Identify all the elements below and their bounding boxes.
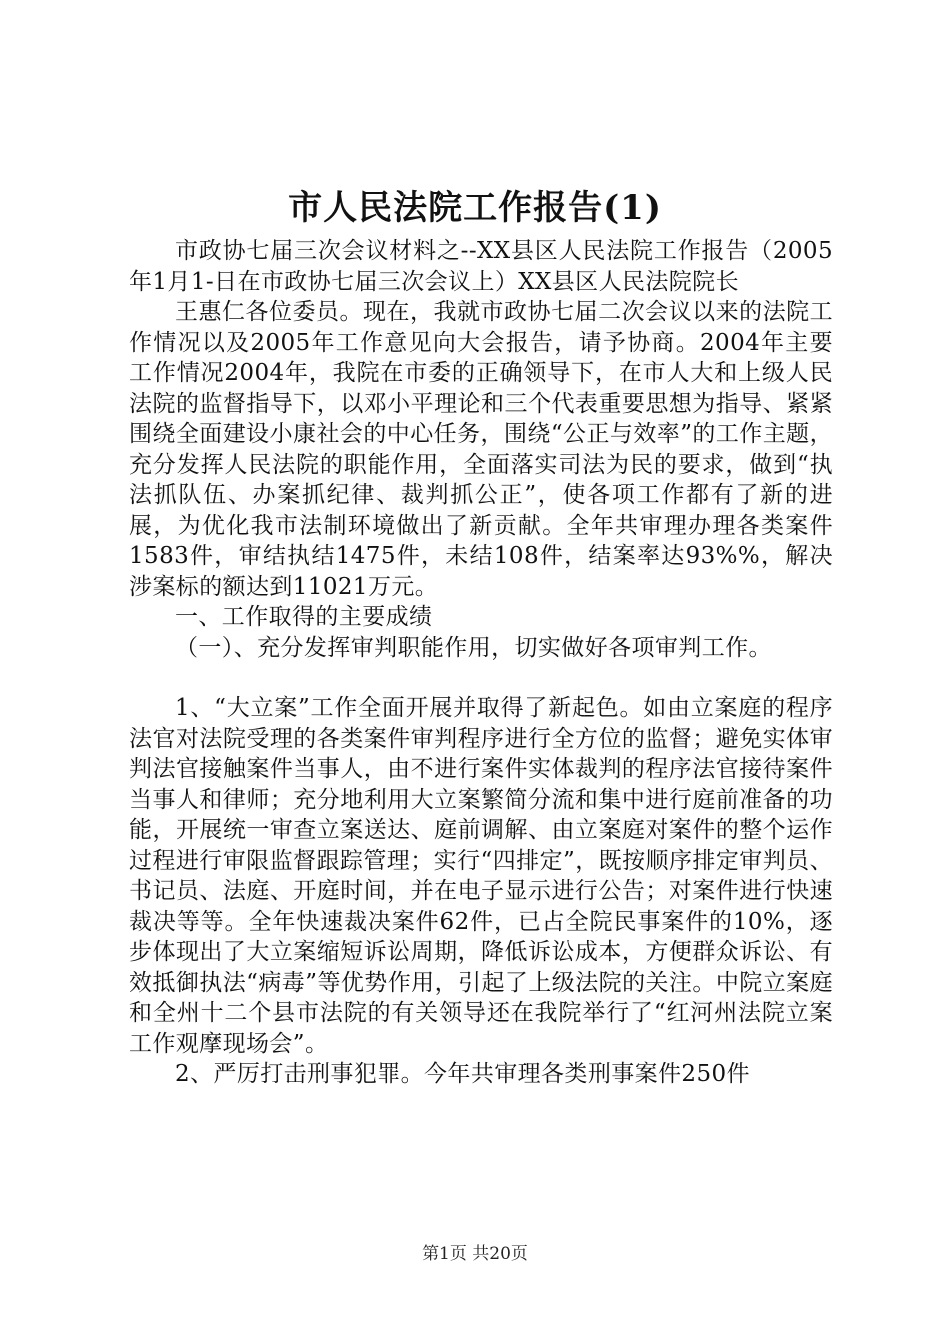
paragraph-intro: 市政协七届三次会议材料之--XX县区人民法院工作报告（2005年1月1-日在市政协七届三次会议上）XX县区人民法院院长: [129, 238, 833, 295]
page-number-footer: 第1页 共20页: [422, 1244, 528, 1264]
subsection-heading: （一）、充分发挥审判职能作用，切实做好各项审判工作。: [175, 634, 772, 661]
paragraph-item-2: 2、严厉打击刑事犯罪。今年共审理各类刑事案件250件: [175, 1061, 750, 1087]
paragraph-item-1: 1、“大立案”工作全面开展并取得了新起色。如由立案庭的程序法官对法院受理的各类案件审判程序进行全方位的监督；避免实体审判法官接触案件当事人，由不进行案件实体裁判的程序法官接待案件当事人和律师；充分地利用大立案繁简分流和集中进行庭前准备的功能，开展统一审查立案送达、庭前调解、由立案庭对案件的整个运作过程进行审限监督跟踪管理；实行“四排定”，既按顺序排定审判员、书记员、法庭、开庭时间，并在电子显示进行公告；对案件进行快速裁决等等。全年快速裁决案件62件，已占全院民事案件的10%，逐步体现出了大立案缩短诉讼周期，降低诉讼成本，方便群众诉讼、有效抵御执法“病毒”等优势作用，引起了上级法院的关注。中院立案庭和全州十二个县市法院的有关领导还在我院举行了“红河州法院立案工作观摩现场会”。: [129, 695, 833, 1057]
section-heading: 一、工作取得的主要成绩: [175, 604, 433, 630]
document-title: 市人民法院工作报告(1): [288, 188, 662, 228]
paragraph-report: 王惠仁各位委员。现在，我就市政协七届二次会议以来的法院工作情况以及2005年工作意见向大会报告，请予协商。2004年主要工作情况2004年，我院在市委的正确领导下，在市人大和上级人民法院的监督指导下，以邓小平理论和三个代表重要思想为指导、紧紧围绕全面建设小康社会的中心任务，围绕“公正与效率”的工作主题，充分发挥人民法院的职能作用，全面落实司法为民的要求，做到“执法抓队伍、办案抓纪律、裁判抓公正”，使各项工作都有了新的进展，为优化我市法制环境做出了新贡献。全年共审理办理各类案件1583件，审结执结1475件，未结108件，结案率达93%%，解决涉案标的额达到11021万元。: [129, 299, 833, 600]
document-body: [129, 236, 833, 1090]
